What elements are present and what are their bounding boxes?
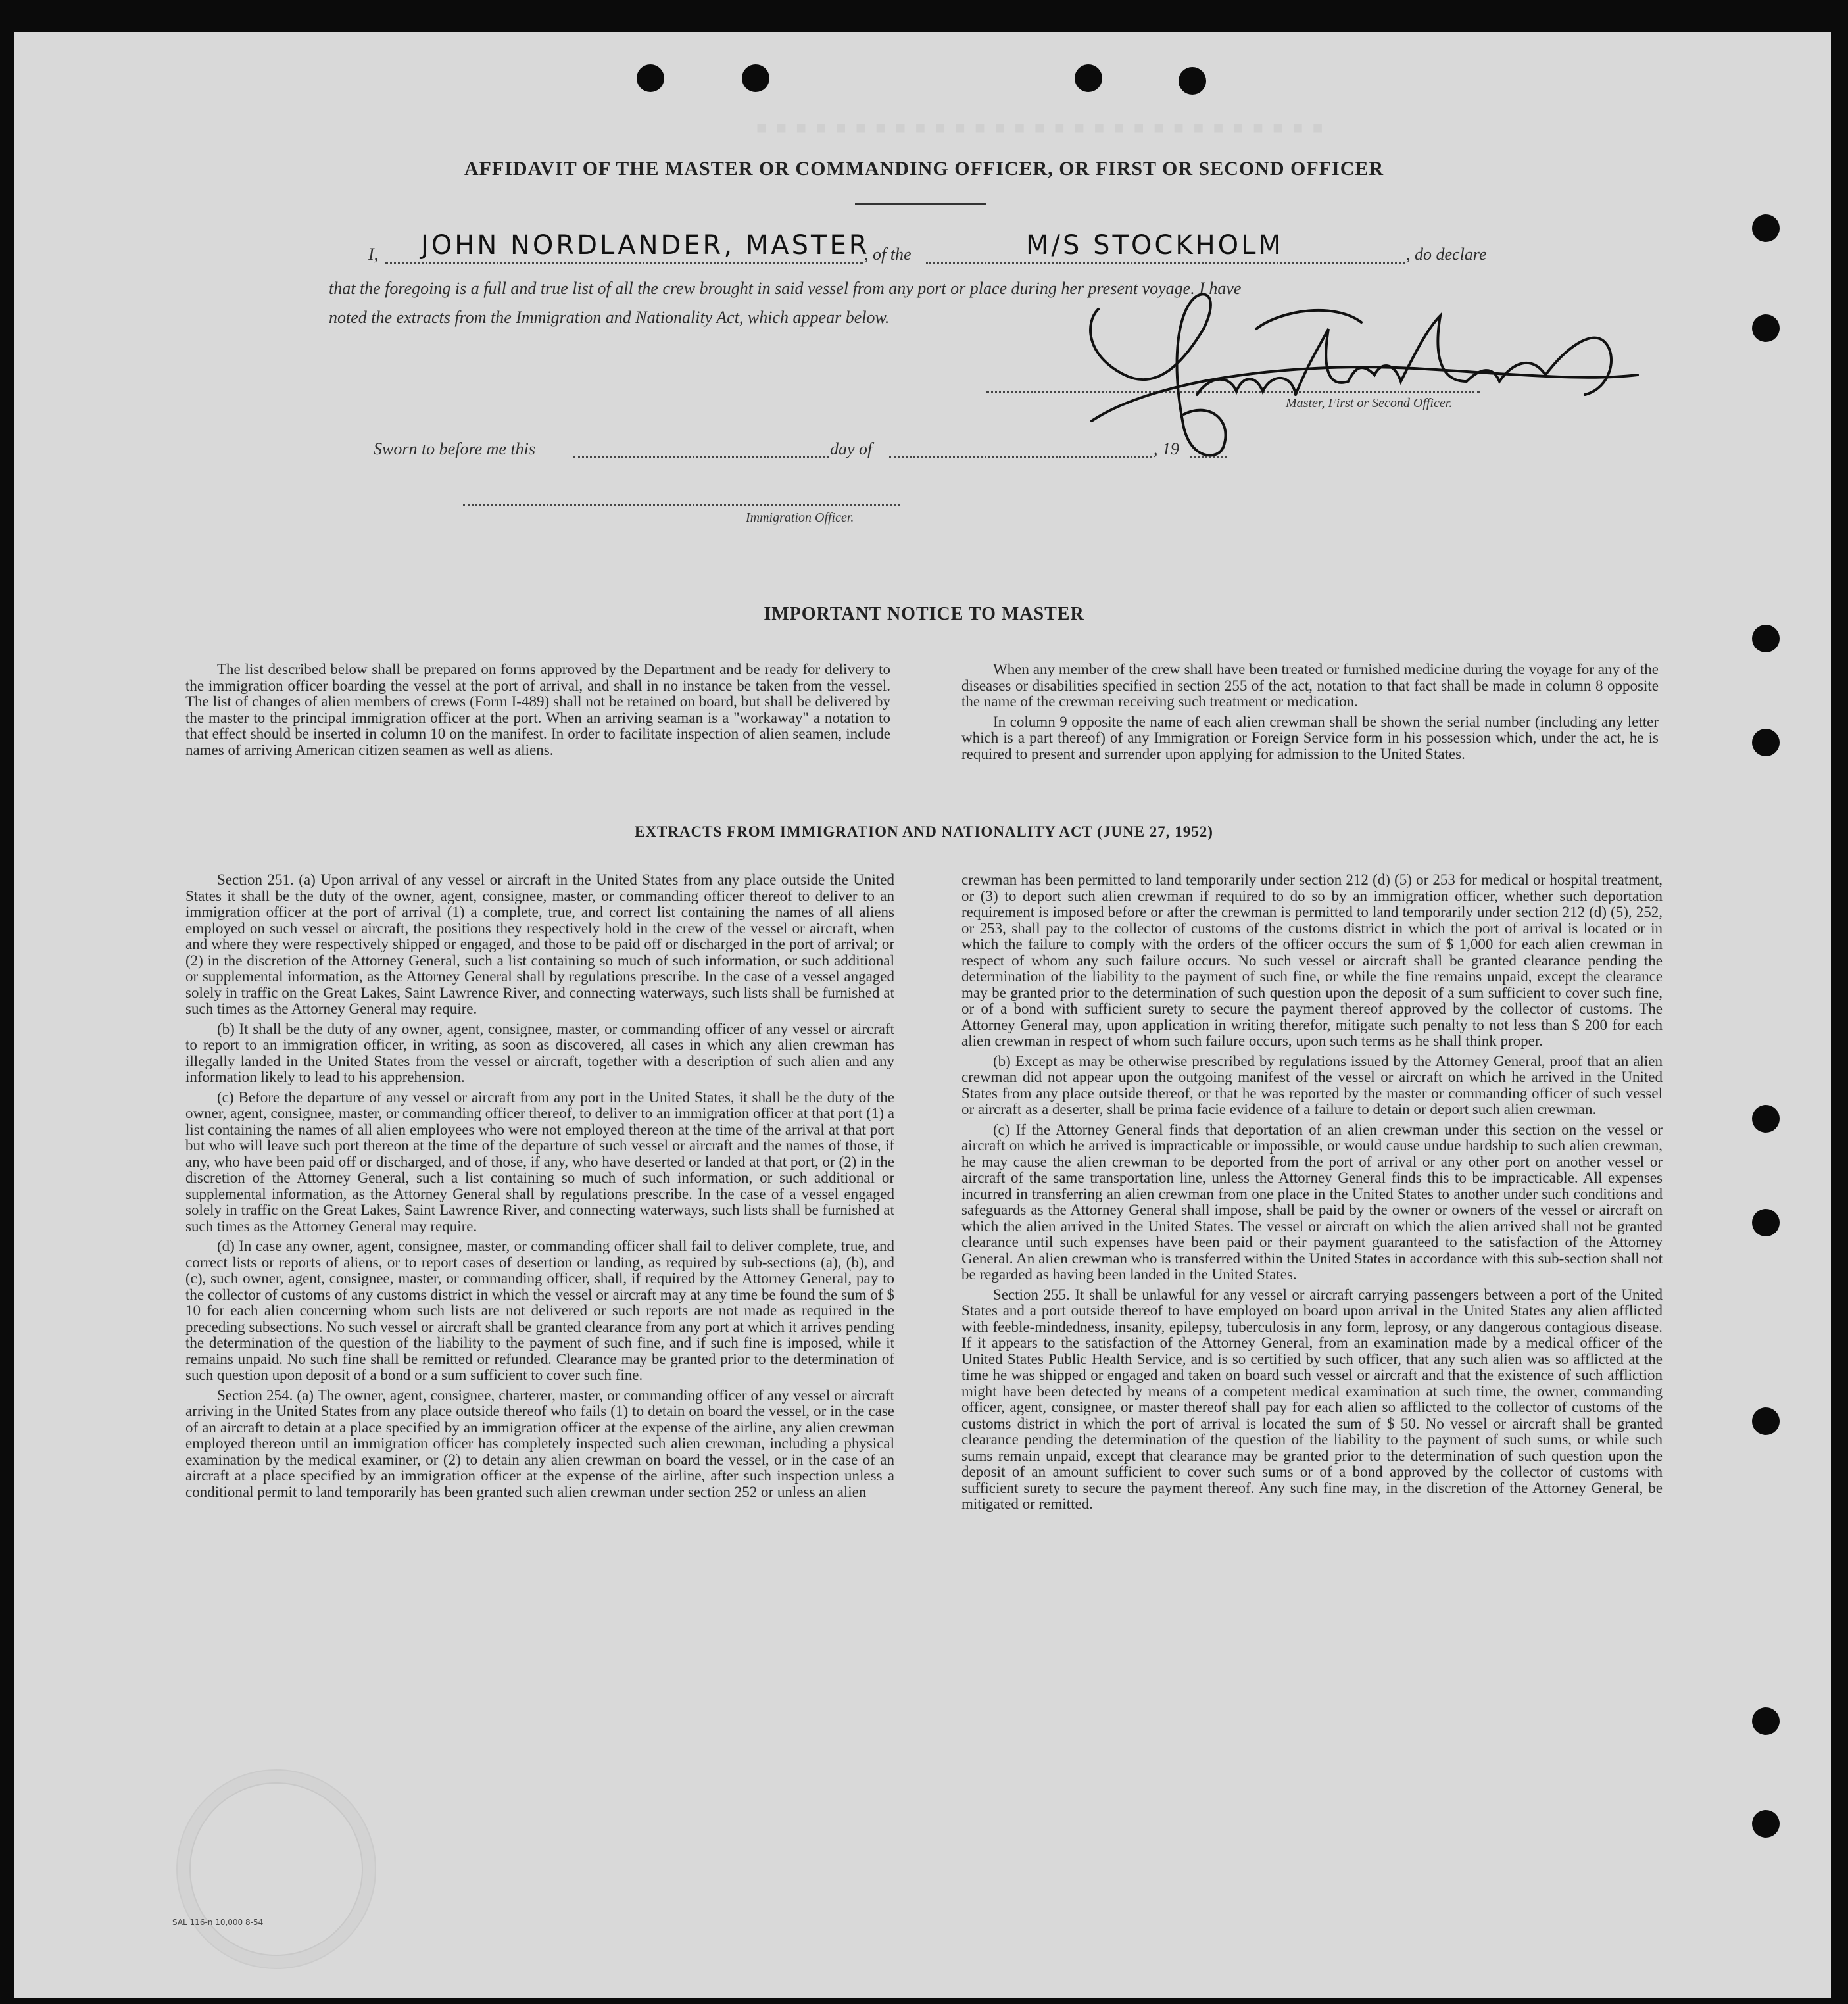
section-251-d: (d) In case any owner, agent, consignee, master, or commanding officer shall fail to deliver complete, true, and correct lists or reports of aliens, or to report cases of desertion or landing, as required by sub-sections (a), (b), and (c), such owner, agent, consignee, master, or commanding officer, shall, if required by the Attorney General, pay to the collector of customs of any customs district in which the vessel or aircraft may at any time be found the sum of $ 10 for each alien concerning whom such lists are not delivered or such reports are not made as required in the preceding subsections. No such vessel or aircraft shall be granted clearance from any port at which it arrives pending the determination of the question of the liability to the payment of such fine, and if such fine is imposed, while it remains unpaid. No such fine shall be remitted or refunded. Clearance may be granted prior to the determination of such question upon deposit of a bond or a sum sufficient to cover such fine. <box>185 1238 894 1383</box>
notice-right-paragraph-2: In column 9 opposite the name of each alien crewman shall be shown the serial number (including any letter which is a part thereof) of any Immigration or Foreign Service form in his possession which, under the act, he is required to present and surrender upon applying for admission to the United States. <box>961 713 1659 762</box>
punch-hole <box>637 64 664 92</box>
notice-right-paragraph-1: When any member of the crew shall have been treated or furnished medicine during the voyage for any of the diseases or disabilities specified in section 255 of the act, notation to that fact shall be made in column 8 opposite the name of the crewman receiving such treatment or medication. <box>961 661 1659 710</box>
vessel-fill-line <box>926 262 1405 264</box>
section-254-a: Section 254. (a) The owner, agent, consignee, charterer, master, or commanding officer of any vessel or aircraft arriving in the United States from any place outside thereof who fails (1) to detain on board the vessel, or in the case of an aircraft to detain at a place specified by an immigration officer at the expense of the airline, any alien crewman employed thereon until an immigration officer has completely inspected such alien crewman, including a physical examination by the medical examiner, or (2) to detain any alien crewman on board the vessel, or in the case of an aircraft at a place specified by an immigration officer at the expense of the airline, after such inspection unless a conditional permit to land temporarily has been granted such alien crewman under section 252 or unless an alien <box>185 1386 894 1500</box>
section-251-a: Section 251. (a) Upon arrival of any vessel or aircraft in the United States from any place outside the United States it shall be the duty of the owner, agent, consignee, master, or commanding officer thereof to deliver to an immigration officer at the port of arrival (1) a complete, true, and correct list containing the names of all aliens employed on such vessel or aircraft, the positions they respectively hold in the crew of the vessel or aircraft, when and where they were respectively shipped or engaged, and those to be paid off or discharged in the port of arrival; or (2) in the discretion of the Attorney General, such a list containing so much of such information, or such additional or supplemental information, as the Attorney General shall by regulations prescribe. In the case of a vessel angaged solely in traffic on the Great Lakes, Saint Lawrence River, and connecting waterways, such lists shall be furnished at such times as the Attorney General may require. <box>185 871 894 1017</box>
master-name-handwritten: JOHN NORDLANDER, MASTER <box>421 230 870 260</box>
punch-hole <box>1752 729 1780 756</box>
sworn-year-fill-line <box>1190 456 1227 458</box>
notice-left-paragraph: The list described below shall be prepared on forms approved by the Department and be ready for delivery to the immigration officer boarding the vessel at the port of arrival, and shall in no instance be taken from the vessel. The list of changes of alien members of crews (Form I-489) shall not be retained on board, but shall be delivered by the master to the principal immigration officer at the port. When an arriving seaman is a "workaway" a notation to that effect should be inserted in column 10 on the manifest. In order to facilitate inspection of alien seamen, include names of arriving American citizen seamen as well as aliens. <box>185 661 890 758</box>
title-divider <box>855 203 986 205</box>
section-254-c: (c) If the Attorney General finds that deportation of an alien crewman under this section on the vessel or aircraft on which he arrived is impracticable or impossible, or would cause undue hardship to such alien crewman, he may cause the alien crewman to be deported from the port of arrival or any other port on another vessel or aircraft of the same transportation line, unless the Attorney General finds this to be impracticable. All expenses incurred in transferring an alien crewman from one place in the United States to another under such conditions and safeguards as the Attorney General shall impose, shall be paid by the owner or owners of the vessel or aircraft on which the alien arrived in the United States. The vessel or aircraft on which the alien arrived shall not be granted clearance until such expenses have been paid or their payment guaranteed to the satisfaction of the Attorney General. An alien crewman who is transferred within the United States in accordance with this sub-section shall not be regarded as having been landed in the United States. <box>961 1121 1663 1283</box>
signature-caption: Master, First or Second Officer. <box>1286 396 1453 410</box>
section-251-c: (c) Before the departure of any vessel or aircraft from any port in the United States, it shall be the duty of the owner, agent, consignee, master, or commanding officer thereof, to deliver to an immigration officer at that port (1) a list containing the names of all alien employees who were not employed thereon at the time of the arrival at that port but who will leave such port thereon at the time of the departure of such vessel or aircraft and the names of those, if any, who have been paid off or discharged, and of those, if any, who have deserted or landed at that port, or (2) in the discretion of the Attorney General, such a list containing so much of such information, or such additional or supplemental information, as the Attorney General shall by regulations prescribe. In the case of a vessel engaged solely in traffic on the Great Lakes, Saint Lawrence River, and connecting waterways, such lists shall be furnished at such times as the Attorney General may require. <box>185 1088 894 1234</box>
affidavit-title: AFFIDAVIT OF THE MASTER OR COMMANDING OFFICER, OR FIRST OR SECOND OFFICER <box>464 158 1384 180</box>
immigration-officer-line <box>463 504 900 506</box>
notice-left-column <box>185 662 890 762</box>
do-declare-label: , do declare <box>1406 245 1487 264</box>
notice-heading: IMPORTANT NOTICE TO MASTER <box>764 604 1084 624</box>
punch-hole <box>1075 64 1102 92</box>
signature-image <box>1046 283 1677 467</box>
sworn-month-fill-line <box>889 456 1152 458</box>
section-251-b: (b) It shall be the duty of any owner, agent, consignee, master, or commanding officer of any vessel or aircraft to report to an immigration officer, in writing, as soon as discovered, all cases in which any alien crewman has illegally landed in the United States from the vessel or aircraft, together with a description of such alien and any information likely to lead to his apprehension. <box>185 1020 894 1085</box>
punch-hole <box>1752 1105 1780 1133</box>
declaration-line-2: that the foregoing is a full and true list of all the crew brought in said vessel from any port or place during her present voyage. I have <box>329 279 1242 298</box>
immigration-officer-caption: Immigration Officer. <box>746 510 854 525</box>
day-of-label: day of <box>830 439 873 458</box>
notice-right-column <box>961 662 1659 766</box>
punch-hole <box>742 64 769 92</box>
punch-hole <box>1752 625 1780 652</box>
section-254-a-continued: crewman has been permitted to land temporarily under section 212 (d) (5) or 253 for medical or hospital treatment, or (3) to deport such alien crewman if required to do so by an immigration officer, whether such deportation requirement is imposed before or after the crewman is permitted to land temporarily under section 212 (d) (5), 252, or 253, shall pay to the collector of customs of the customs district in which the port of arrival is located or in which the failure to comply with the orders of the officer occurs the sum of $ 1,000 for each alien crewman in respect of whom any such failure occurs. No such vessel or aircraft shall be granted clearance pending the determination of the liability to the payment of such fine, or while the fine remains unpaid, except the clearance may be granted prior to the determination of such question upon the deposit of a sum sufficient to cover such fine, or of a bond with sufficient surety to secure the payment thereof approved by the collector of customs. The Attorney General may, upon application in writing therefor, mitigate such penalty to not less than $ 200 for each alien crewman in respect of whom such failure occurs, upon such terms as he shall think proper. <box>961 871 1663 1049</box>
extracts-heading: EXTRACTS FROM IMMIGRATION AND NATIONALITY ACT (JUNE 27, 1952) <box>635 823 1213 840</box>
punch-hole <box>1179 67 1206 95</box>
declaration-line-3: noted the extracts from the Immigration and Nationality Act, which appear below. <box>329 308 890 327</box>
embossed-seal <box>176 1769 376 1969</box>
punch-hole <box>1752 1810 1780 1838</box>
year-label: , 19 <box>1154 439 1179 458</box>
vessel-name-handwritten: M/S STOCKHOLM <box>1026 230 1284 260</box>
extracts-left-column <box>185 872 894 1504</box>
punch-hole <box>1752 1407 1780 1435</box>
form-code: SAL 116-n 10,000 8-54 <box>172 1918 264 1927</box>
sworn-prefix: Sworn to before me this <box>374 439 536 458</box>
declaration-prefix: I, <box>368 245 379 264</box>
section-255: Section 255. It shall be unlawful for any vessel or aircraft carrying passengers between a port of the United States and a port outside thereof to have employed on board upon arrival in the United States any alien afflicted with feeble-mindedness, insanity, epilepsy, tuberculosis in any form, leprosy, or any dangerous contagious disease. If it appears to the satisfaction of the Attorney General, from an examination made by a medical officer of the United States Public Health Service, and is so certified by such officer, that any such alien was so afflicted at the time he was shipped or engaged and taken on board such vessel or aircraft and that the existence of such affliction might have been detected by means of a competent medical examination at such time, the owner, commanding officer, agent, consignee, or master thereof shall pay for each alien so afflicted to the collector of customs of the customs district in which the port of arrival is located the sum of $ 50. No vessel or aircraft shall be granted clearance pending the determination of the question of the liability to the payment of such sums, or while such sums remain unpaid, except that clearance may be granted prior to the determination of such question upon the deposit of an amount sufficient to cover such sums or of a bond approved by the collector of customs with sufficient surety to secure the payment thereof. Any such fine may, in the discretion of the Attorney General, be mitigated or remitted. <box>961 1286 1663 1512</box>
punch-hole <box>1752 214 1780 242</box>
punch-hole <box>1752 1209 1780 1236</box>
punch-hole <box>1752 314 1780 342</box>
bleed-through-text: ■ ■ ■ ■ ■ ■ ■ ■ ■ ■ ■ ■ ■ ■ ■ ■ ■ ■ ■ ■ ■ ■ ■ ■ ■ ■ ■ ■ ■ <box>756 118 1326 137</box>
of-the-label: , of the <box>864 245 912 264</box>
name-fill-line <box>385 262 863 264</box>
punch-hole <box>1752 1707 1780 1735</box>
extracts-right-column <box>961 872 1663 1517</box>
sworn-day-fill-line <box>573 456 829 458</box>
section-254-b: (b) Except as may be otherwise prescribed by regulations issued by the Attorney General, proof that an alien crewman did not appear upon the outgoing manifest of the vessel or aircraft on which he arrived in the United States from any place outside thereof, or that he was reported by the master or commanding officer of such vessel or aircraft as a deserter, shall be prima facie evidence of a failure to detain or deport such alien crewman. <box>961 1052 1663 1117</box>
